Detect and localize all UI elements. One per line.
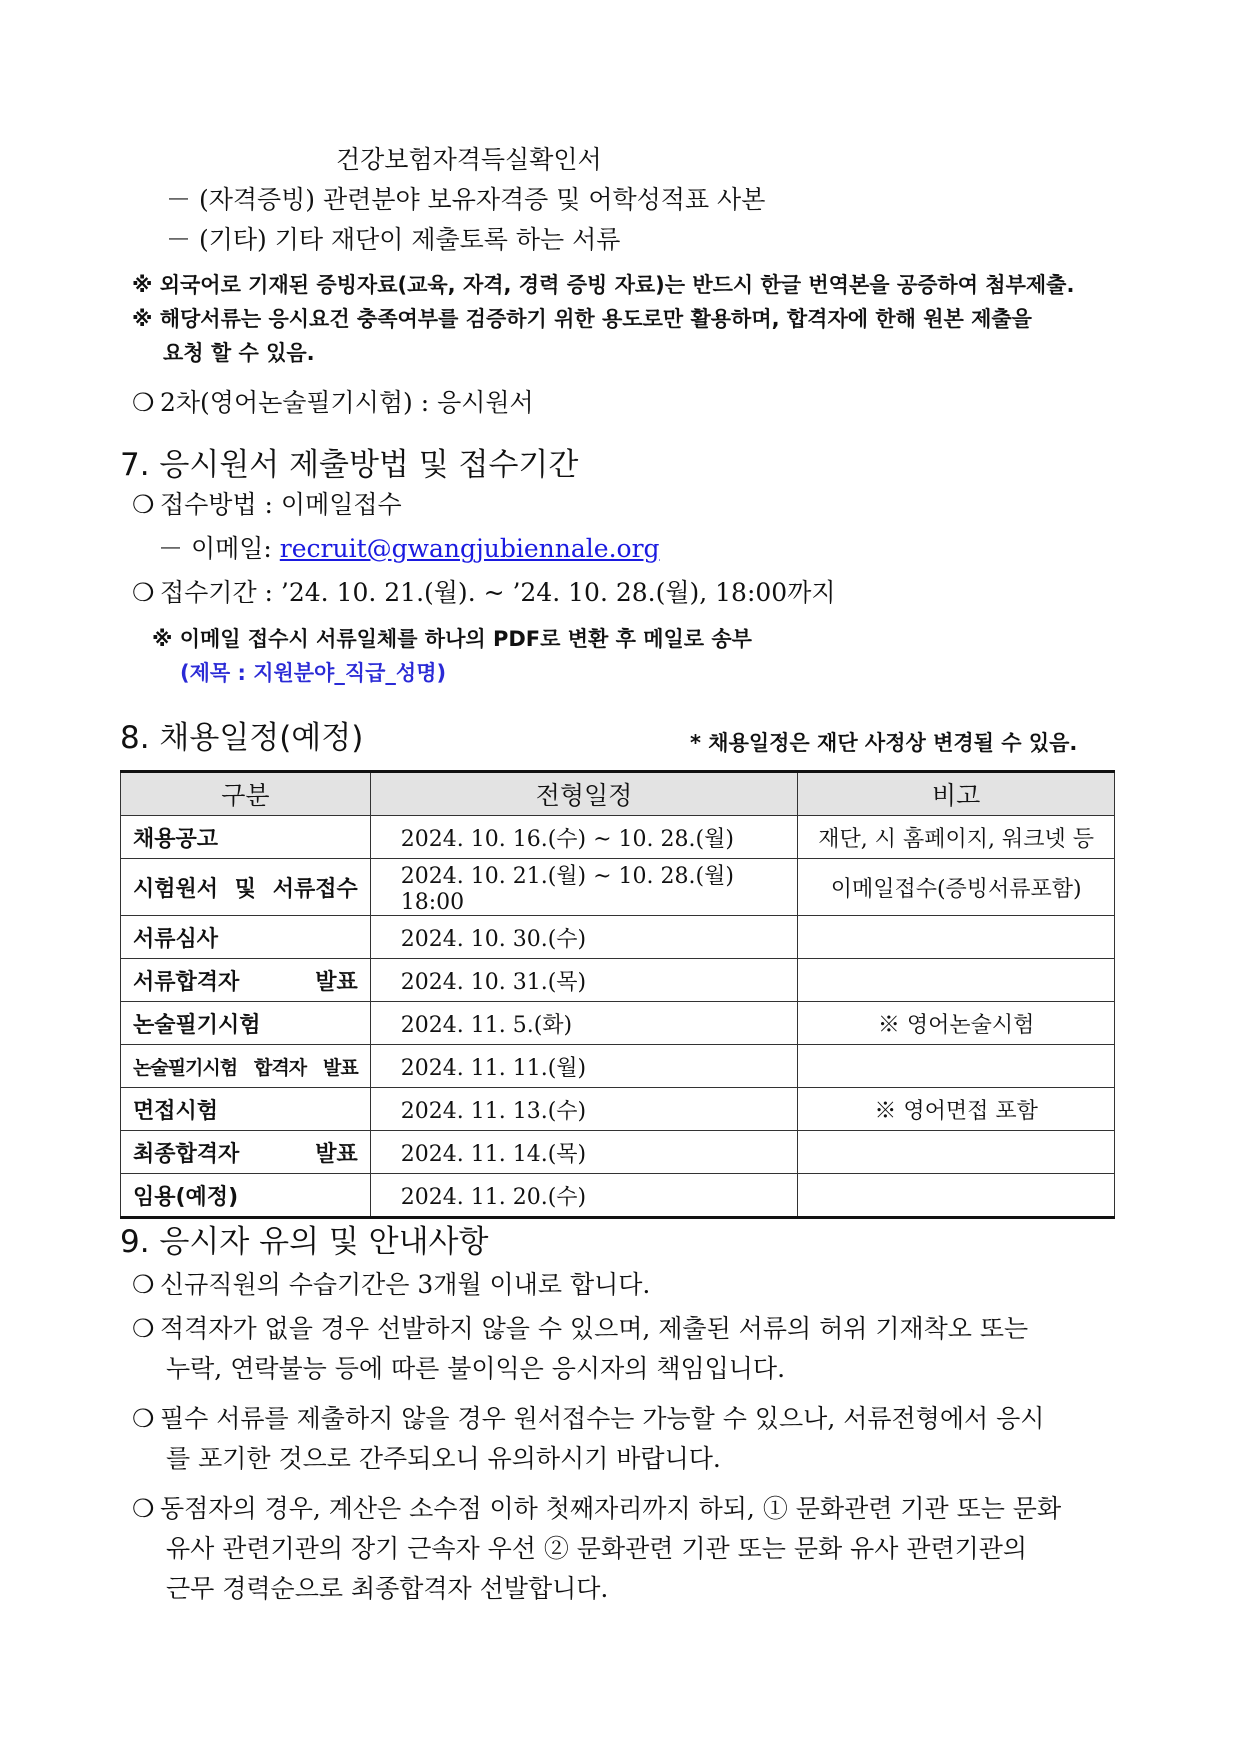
- bullet-text: 신규직원의 수습기간은 3개월 이내로 합니다.: [160, 1270, 651, 1299]
- date-cell: 2024. 11. 13.(수): [370, 1088, 798, 1131]
- bullet-text: 접수기간 : ’24. 10. 21.(월). ~ ’24. 10. 28.(월), 18:00까지: [160, 578, 836, 607]
- stage-cell: 임용(예정): [121, 1174, 371, 1218]
- bullet-text: 동점자의 경우, 계산은 소수점 이하 첫째자리까지 하되, ① 문화관련 기관 또는 문화: [160, 1494, 1062, 1523]
- subject-note: (제목 : 지원분야_직급_성명): [180, 661, 447, 685]
- bullet-item: [132, 488, 402, 522]
- stage-cell: 면접시험: [121, 1088, 371, 1131]
- remark-cell: ※ 영어면접 포함: [798, 1088, 1115, 1131]
- table-row: [121, 1045, 1115, 1088]
- date-cell: 2024. 11. 20.(수): [370, 1174, 798, 1218]
- remark-cell: [798, 959, 1115, 1002]
- bullet-icon: ❍: [132, 1404, 155, 1433]
- remark-cell: 이메일접수(증빙서류포함): [798, 859, 1115, 916]
- remark-cell: [798, 1045, 1115, 1088]
- date-cell: 2024. 10. 31.(목): [370, 959, 798, 1002]
- schedule-table: [120, 770, 1115, 1219]
- section-heading: 8. 채용일정(예정): [120, 720, 364, 756]
- text-line: 누락, 연락불능 등에 따른 불이익은 응시자의 책임입니다.: [166, 1354, 786, 1383]
- bullet-text: 2차(영어논술필기시험) : 응시원서: [160, 388, 534, 417]
- bullet-text: 접수방법 : 이메일접수: [160, 490, 402, 519]
- remark-cell: [798, 916, 1115, 959]
- date-cell: 2024. 11. 14.(목): [370, 1131, 798, 1174]
- bullet-item: [132, 576, 836, 610]
- notice-line: 요청 할 수 있음.: [163, 341, 315, 365]
- bullet-icon: ❍: [132, 578, 155, 607]
- stage-cell: 시험원서 및 서류접수: [121, 859, 371, 916]
- bullet-item: [132, 386, 534, 420]
- table-row: [121, 859, 1115, 916]
- notice-line: ※ 해당서류는 응시요건 충족여부를 검증하기 위한 용도로만 활용하며, 합격자에 한해 원본 제출을: [132, 307, 1032, 331]
- remark-cell: [798, 1131, 1115, 1174]
- bullet-item: [132, 1312, 1028, 1346]
- table-row: [121, 1131, 1115, 1174]
- stage-cell: 채용공고: [121, 816, 371, 859]
- text-line: － (자격증빙) 관련분야 보유자격증 및 어학성적표 사본: [166, 185, 766, 214]
- remark-cell: [798, 1174, 1115, 1218]
- bullet-icon: ❍: [132, 1270, 155, 1299]
- email-link[interactable]: recruit@gwangjubiennale.org: [279, 534, 660, 563]
- table-header: 전형일정: [370, 772, 798, 816]
- bullet-item: [132, 1402, 1044, 1436]
- stage-cell: 논술필기시험 합격자 발표: [121, 1045, 371, 1088]
- bullet-item: [132, 1268, 650, 1302]
- table-row: [121, 1088, 1115, 1131]
- notice-line: ※ 외국어로 기재된 증빙자료(교육, 자격, 경력 증빙 자료)는 반드시 한글 번역본을 공증하여 첨부제출.: [132, 273, 1075, 297]
- date-cell: 2024. 10. 30.(수): [370, 916, 798, 959]
- stage-cell: 서류합격자 발표: [121, 959, 371, 1002]
- table-header: 비고: [798, 772, 1115, 816]
- bullet-text: 필수 서류를 제출하지 않을 경우 원서접수는 가능할 수 있으나, 서류전형에서 응시: [160, 1404, 1045, 1433]
- bullet-item: [132, 1492, 1061, 1526]
- bullet-icon: ❍: [132, 388, 155, 417]
- table-header-row: [121, 772, 1115, 816]
- text-line: 를 포기한 것으로 간주되오니 유의하시기 바랍니다.: [166, 1444, 721, 1473]
- text-line: 유사 관련기관의 장기 근속자 우선 ② 문화관련 기관 또는 문화 유사 관련기관의: [166, 1534, 1028, 1563]
- email-label: － 이메일:: [158, 534, 280, 563]
- bullet-text: 적격자가 없을 경우 선발하지 않을 수 있으며, 제출된 서류의 허위 기재착오 또는: [160, 1314, 1029, 1343]
- date-cell: 2024. 11. 11.(월): [370, 1045, 798, 1088]
- table-row: [121, 916, 1115, 959]
- bullet-icon: ❍: [132, 1494, 155, 1523]
- date-cell: 2024. 10. 16.(수) ~ 10. 28.(월): [370, 816, 798, 859]
- stage-cell: 최종합격자 발표: [121, 1131, 371, 1174]
- section-heading: 9. 응시자 유의 및 안내사항: [120, 1224, 489, 1260]
- schedule-note: * 채용일정은 재단 사정상 변경될 수 있음.: [690, 731, 1078, 755]
- text-line: － (기타) 기타 재단이 제출토록 하는 서류: [166, 225, 621, 254]
- table-row: [121, 816, 1115, 859]
- table-header: 구분: [121, 772, 371, 816]
- notice-line: ※ 이메일 접수시 서류일체를 하나의 PDF로 변환 후 메일로 송부: [152, 627, 752, 651]
- bullet-icon: ❍: [132, 490, 155, 519]
- stage-cell: 논술필기시험: [121, 1002, 371, 1045]
- date-cell: 2024. 11. 5.(화): [370, 1002, 798, 1045]
- stage-cell: 서류심사: [121, 916, 371, 959]
- text-line: 근무 경력순으로 최종합격자 선발합니다.: [166, 1574, 609, 1603]
- date-cell: 2024. 10. 21.(월) ~ 10. 28.(월) 18:00: [370, 859, 798, 916]
- section-heading: 7. 응시원서 제출방법 및 접수기간: [120, 447, 579, 483]
- remark-cell: 재단, 시 홈페이지, 워크넷 등: [798, 816, 1115, 859]
- table-row: [121, 959, 1115, 1002]
- bullet-icon: ❍: [132, 1314, 155, 1343]
- remark-cell: ※ 영어논술시험: [798, 1002, 1115, 1045]
- table-row: [121, 1002, 1115, 1045]
- table-row: [121, 1174, 1115, 1218]
- text-line: 건강보험자격득실확인서: [336, 145, 602, 174]
- email-line: [158, 532, 660, 566]
